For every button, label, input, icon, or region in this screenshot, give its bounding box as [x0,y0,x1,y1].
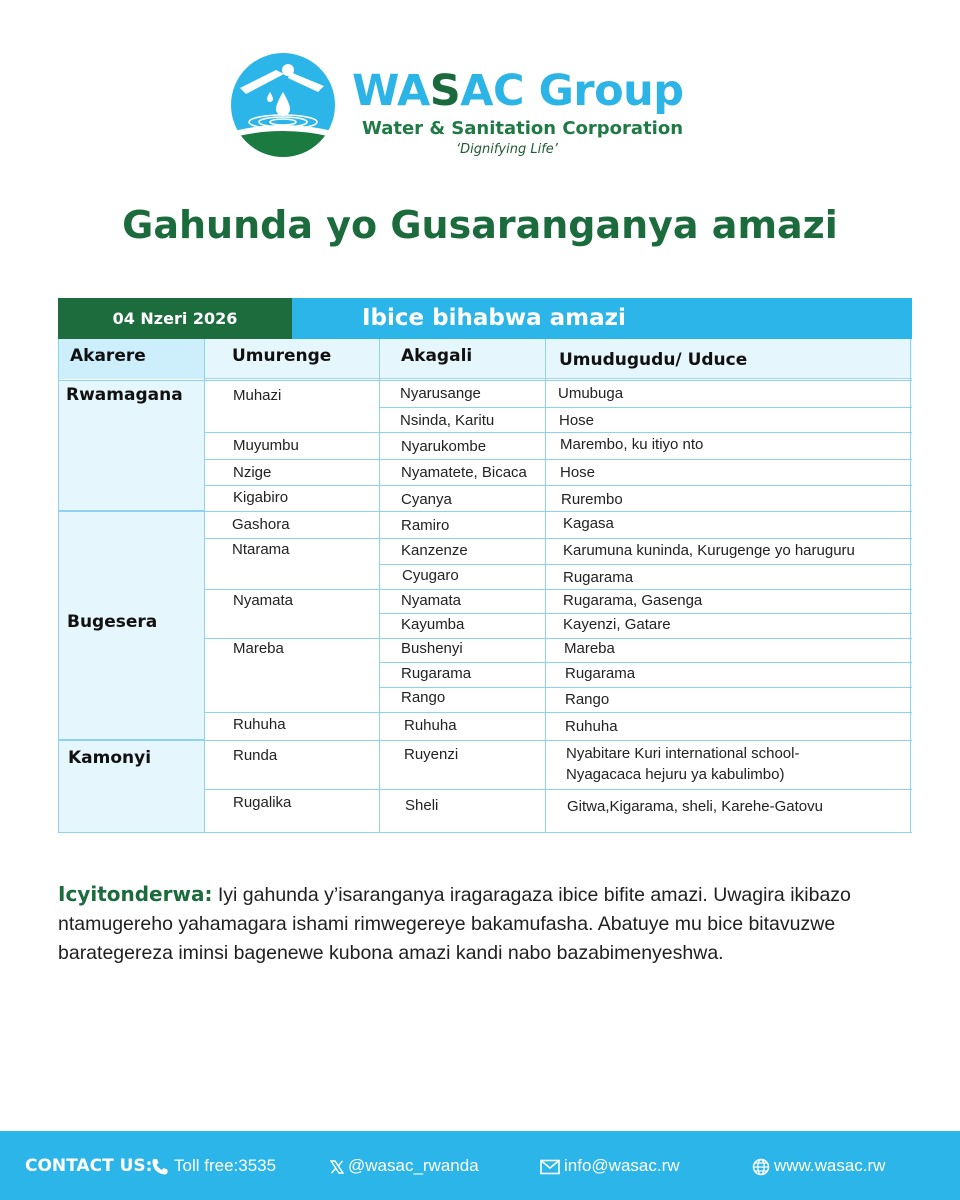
page-title: Gahunda yo Gusaranganya amazi [122,203,838,247]
sector-cell: Mareba [233,640,284,657]
cell-name: Bushenyi [401,640,463,657]
column-header-district: Akarere [58,339,204,379]
table-divider [204,485,912,486]
cell-name: Ruhuha [404,717,457,734]
cell-name: Nyarukombe [401,438,487,455]
village-cell: Gitwa,Kigarama, sheli, Karehe-Gatovu [567,798,823,815]
x-logo-icon [330,1160,344,1174]
village-cell: Kagasa [563,515,614,532]
cell-name: Kanzenze [401,542,468,559]
cell-name: Nyarusange [400,385,481,402]
column-header-cell: Akagali [401,346,473,366]
village-cell: Rango [565,691,610,708]
cell-name: Rango [401,689,446,706]
table-divider [58,511,912,512]
phone-icon [150,1157,170,1177]
table-heading: Ibice bihabwa amazi [292,298,912,339]
column-header-row [58,339,912,379]
table-divider [379,407,912,408]
note-text: Iyi gahunda y’isaranganya iragaragaza ibice bifite amazi. Uwagira ikibazo ntamugereho yahamagara ishami rimwegereye bakamufasha. Abatuye mu bice bitavuzwe barategereza iminsi bagenewe kubona amazi kandi nabo bazabimenyeshwa. [58,884,851,964]
column-header-village: Umudugudu/ Uduce [559,350,748,370]
sector-cell: Kigabiro [233,489,289,506]
cell-name: Nyamata [401,592,462,609]
wasac-emblem-icon [230,52,336,158]
globe-icon [752,1158,770,1176]
village-cell: Nyabitare Kuri international school- [566,745,800,762]
village-cell: Rurembo [561,491,623,508]
footer-bar [0,1131,960,1200]
district-label: Rwamagana [66,385,183,405]
table-divider [58,832,912,833]
sector-cell: Nyamata [233,592,294,609]
village-cell: Mareba [564,640,615,657]
footer-contact-label: CONTACT US: [25,1156,153,1176]
village-cell: Umubuga [558,385,624,402]
footer-phone[interactable]: Toll free:3535 [150,1154,276,1178]
table-divider [58,740,912,741]
village-cell: Marembo, ku itiyo nto [560,436,704,453]
village-cell: Rugarama, Gasenga [563,592,703,609]
cell-name: Cyugaro [402,567,459,584]
note-label: Icyitonderwa: [58,882,213,906]
table-divider [204,339,205,833]
table-divider [204,789,912,790]
brand-subtitle: Water & Sanitation Corporation [362,118,684,139]
table-divider [379,613,912,614]
mail-icon [540,1159,560,1175]
cell-name: Cyanya [401,491,452,508]
table-divider [58,339,59,833]
village-cell: Hose [560,464,596,481]
table-divider [204,712,912,713]
cell-name: Nyamatete, Bicaca [401,464,527,481]
table-divider [379,564,912,565]
sector-cell: Nzige [233,464,272,481]
brand-name: WASAC Group [352,66,684,116]
footer-website[interactable]: www.wasac.rw [752,1154,885,1178]
table-divider [204,459,912,460]
cell-name: Sheli [405,797,439,814]
sector-cell: Runda [233,747,278,764]
sector-cell: Gashora [232,516,290,533]
village-cell: Kayenzi, Gatare [563,616,671,633]
village-cell-line2: Nyagacaca hejuru ya kabulimbo) [566,766,785,783]
brand-tagline: ‘Dignifying Life’ [456,142,558,157]
table-divider [58,380,912,381]
cell-name: Rugarama [401,665,472,682]
village-cell: Hose [559,412,595,429]
column-header-sector: Umurenge [232,346,332,366]
table-divider [379,339,380,833]
village-cell: Ruhuha [565,718,618,735]
sector-cell: Ruhuha [233,716,286,733]
table-divider [204,432,912,433]
table-divider [204,638,912,639]
table-date: 04 Nzeri 2026 [58,298,292,339]
sector-cell: Muhazi [233,387,282,404]
footer-twitter[interactable]: @wasac_rwanda [330,1154,479,1178]
table-divider [545,339,546,833]
wasac-logo [230,52,710,162]
table-divider [910,339,911,833]
cell-name: Kayumba [401,616,465,633]
cell-name: Nsinda, Karitu [400,412,495,429]
distribution-table [58,298,912,833]
sector-cell: Ntarama [232,541,290,558]
cell-name: Ruyenzi [404,746,459,763]
table-divider [379,662,912,663]
district-label: Kamonyi [68,748,152,768]
cell-name: Ramiro [401,517,450,534]
village-cell: Rugarama [565,665,636,682]
sector-cell: Muyumbu [233,437,299,454]
note-paragraph [58,880,918,968]
footer-email[interactable]: info@wasac.rw [540,1154,680,1178]
sector-cell: Rugalika [233,794,292,811]
table-divider [379,687,912,688]
table-divider [204,538,912,539]
village-cell: Karumuna kuninda, Kurugenge yo haruguru [563,542,855,559]
table-divider [204,589,912,590]
village-cell: Rugarama [563,569,634,586]
district-label: Bugesera [67,612,158,632]
